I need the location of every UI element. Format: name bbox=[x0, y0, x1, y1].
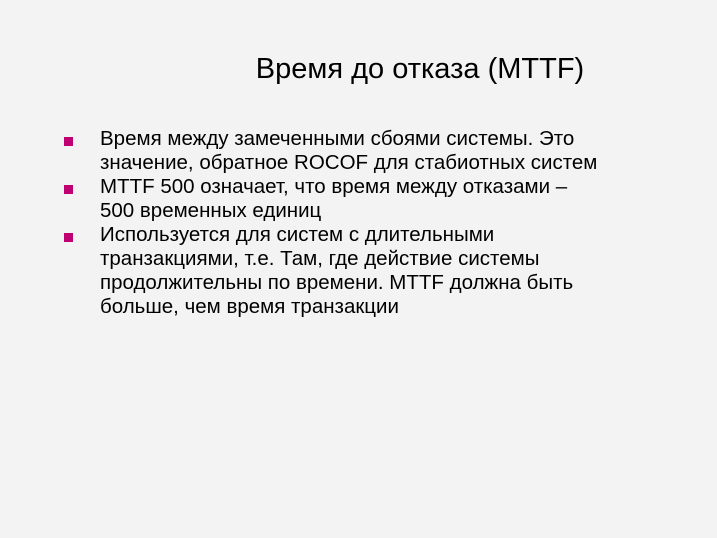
bullet-item-2 bbox=[64, 175, 704, 223]
bullet-line: Используется для систем с длительными bbox=[100, 223, 495, 246]
square-bullet-icon bbox=[64, 185, 73, 194]
bullet-line: MTTF 500 означает, что время между отказами – bbox=[100, 175, 568, 198]
bullet-line: продолжительны по времени. MTTF должна быть bbox=[100, 271, 574, 294]
bullet-line: значение, обратное ROCOF для стабиотных систем bbox=[100, 151, 598, 174]
bullet-line: транзакциями, т.е. Там, где действие системы bbox=[100, 247, 540, 270]
bullet-line: больше, чем время транзакции bbox=[100, 295, 399, 318]
square-bullet-icon bbox=[64, 137, 73, 146]
slide-title: Время до отказа (MTTF) bbox=[255, 53, 585, 85]
bullet-item-3 bbox=[64, 223, 704, 319]
bullet-line: 500 временных единиц bbox=[100, 199, 322, 222]
bullet-line: Время между замеченными сбоями системы. Это bbox=[100, 127, 575, 150]
bullet-item-1 bbox=[64, 127, 704, 175]
square-bullet-icon bbox=[64, 233, 73, 242]
bullet-list bbox=[64, 127, 704, 319]
